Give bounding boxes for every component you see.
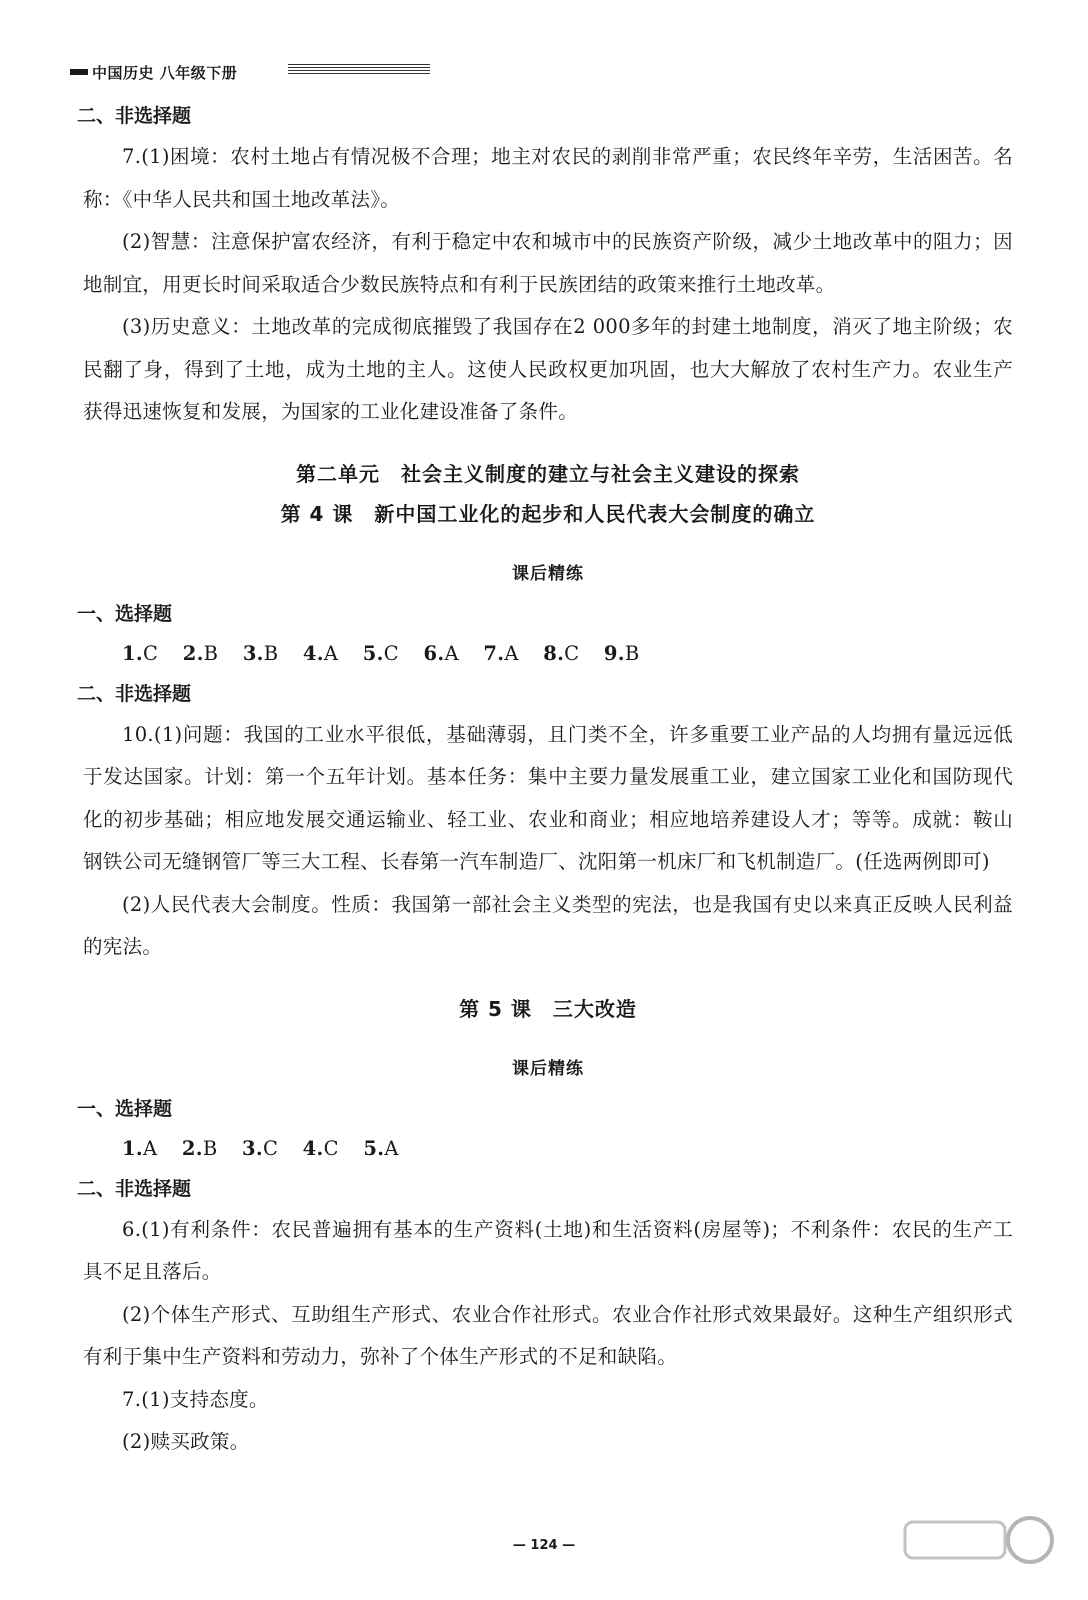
answer-item: 3.B <box>242 641 279 665</box>
section-heading-choice: 一、选择题 <box>77 602 173 625</box>
subsection-title: 课后精练 <box>512 1058 584 1079</box>
choice-answers <box>83 1129 1013 1169</box>
answer-item: 5.C <box>362 641 399 665</box>
answer-item: 6.A <box>423 641 459 665</box>
page-number: — 124 — <box>512 1538 576 1553</box>
answer-item: 3.C <box>241 1136 279 1160</box>
answer-paragraph: (3)历史意义：土地改革的完成彻底摧毁了我国存在2 000多年的封建土地制度，消灭了地主阶级；农民翻了身，得到了土地，成为土地的主人。这使人民政权更加巩固，也大大解放了农村生产力。农业生产获得迅速恢复和发展，为国家的工业化建设准备了条件。 <box>83 315 1013 423</box>
watermark-icon <box>895 1510 1065 1590</box>
running-header <box>70 58 237 86</box>
answer-paragraph: 10.(1)问题：我国的工业水平很低，基础薄弱，且门类不全，许多重要工业产品的人均拥有量远远低于发达国家。计划：第一个五年计划。基本任务：集中主要力量发展重工业，建立国家工业化和国防现代化的初步基础；相应地发展交通运输业、轻工业、农业和商业；相应地培养建设人才；等等。成就：鞍山钢铁公司无缝钢管厂等三大工程、长春第一汽车制造厂、沈阳第一机床厂和飞机制造厂。(任选两例即可) <box>83 722 1013 873</box>
header-title: 中国历史 八年级下册 <box>92 63 238 82</box>
section-heading-nonchoice: 二、非选择题 <box>77 1177 192 1200</box>
section-heading-choice: 一、选择题 <box>77 1097 173 1120</box>
answer-item: 4.A <box>302 641 339 665</box>
answer-item: 9.B <box>603 641 640 665</box>
answer-paragraph: (2)赎买政策。 <box>122 1430 250 1453</box>
section-heading-nonchoice: 二、非选择题 <box>77 682 192 705</box>
lesson-title: 第 4 课 新中国工业化的起步和人民代表大会制度的确立 <box>280 501 816 526</box>
section-heading-nonchoice: 二、非选择题 <box>77 105 192 127</box>
answer-item: 1.A <box>122 1136 158 1160</box>
answer-item: 2.B <box>182 641 219 665</box>
answer-item: 8.C <box>543 641 580 665</box>
answer-item: 4.C <box>302 1136 339 1160</box>
lesson-title: 第 5 课 三大改造 <box>459 996 637 1021</box>
answer-paragraph: 6.(1)有利条件：农民普遍拥有基本的生产资料(土地)和生活资料(房屋等)；不利条件：农民的生产工具不足且落后。 <box>83 1217 1013 1283</box>
header-bar-decoration <box>70 69 88 75</box>
answer-item: 7.A <box>483 641 519 665</box>
subsection-title: 课后精练 <box>512 563 584 584</box>
header-rule-lines <box>288 64 430 76</box>
main-content <box>77 96 1013 1464</box>
unit-title: 第二单元 社会主义制度的建立与社会主义建设的探索 <box>296 461 800 486</box>
answer-paragraph: (2)人民代表大会制度。性质：我国第一部社会主义类型的宪法，也是我国有史以来真正反映人民利益的宪法。 <box>83 892 1013 958</box>
answer-paragraph: 7.(1)困境：农村土地占有情况极不合理；地主对农民的剥削非常严重；农民终年辛劳，生活困苦。名称：《中华人民共和国土地改革法》。 <box>83 145 1013 211</box>
answer-item: 2.B <box>181 1136 218 1160</box>
answer-item: 5.A <box>363 1136 399 1160</box>
answer-item: 1.C <box>122 641 159 665</box>
answer-paragraph: (2)智慧：注意保护富农经济，有利于稳定中农和城市中的民族资产阶级，减少土地改革中的阻力；因地制宜，用更长时间采取适合少数民族特点和有利于民族团结的政策来推行土地改革。 <box>83 230 1013 296</box>
watermark-logo <box>895 1510 1065 1590</box>
choice-answers <box>83 634 1013 674</box>
answer-paragraph: (2)个体生产形式、互助组生产形式、农业合作社形式。农业合作社形式效果最好。这种生产组织形式有利于集中生产资料和劳动力，弥补了个体生产形式的不足和缺陷。 <box>83 1302 1013 1368</box>
answer-paragraph: 7.(1)支持态度。 <box>122 1387 269 1411</box>
